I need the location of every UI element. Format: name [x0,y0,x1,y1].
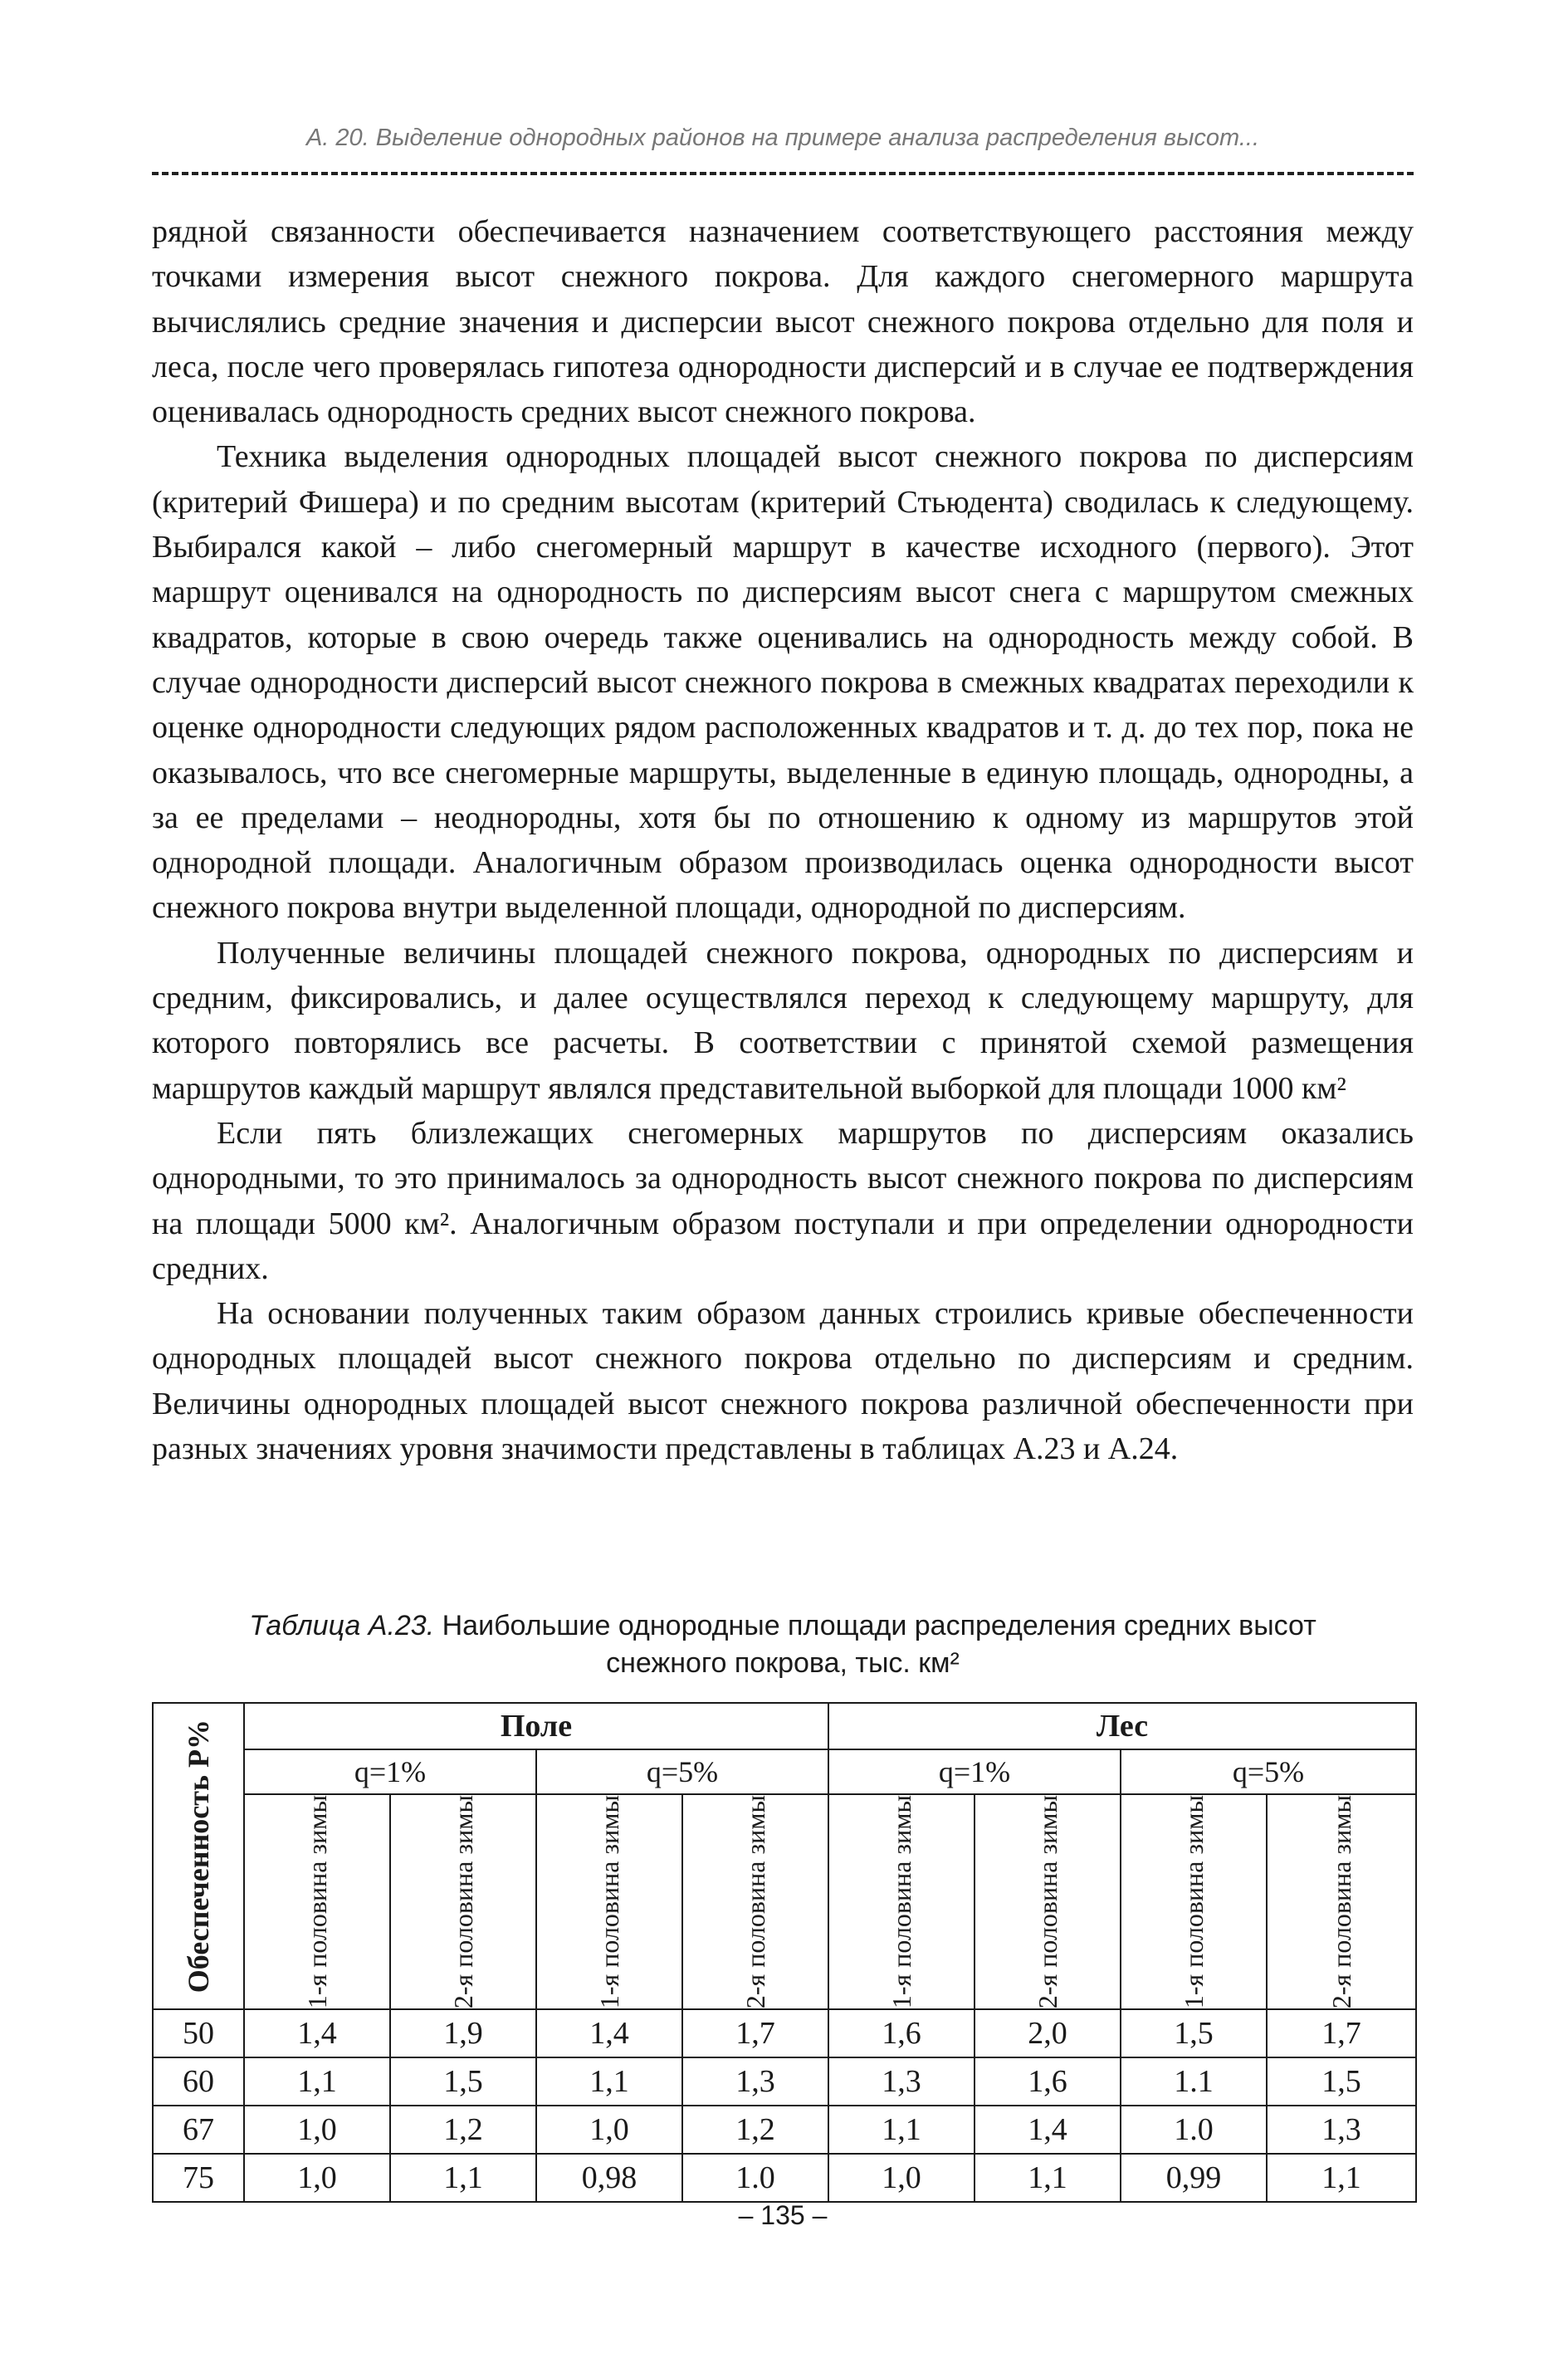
value-cell: 1,6 [828,2009,975,2057]
sub-header-label: 1-я половина зимы [594,1795,624,2009]
group-header-field: Поле [244,1703,828,1749]
value-cell: 1,5 [1267,2057,1416,2106]
value-cell: 1,6 [975,2057,1121,2106]
table-caption-line1: Наибольшие однородные площади распределения средних высот [442,1610,1316,1641]
paragraph: На основании полученных таким образом данных строились кривые обеспеченности однородных площадей высот снежного покрова отдельно по дисперсиям и средним. Величины однородных площадей высот снежного покрова различной обеспеченности при разных значениях уровня значимости представлены в таблицах А.23 и А.24. [152,1296,1414,1467]
value-cell: 2,0 [975,2009,1121,2057]
value-cell: 1,3 [682,2057,828,2106]
value-cell: 1,0 [828,2154,975,2202]
paragraph: Техника выделения однородных площадей высот снежного покрова по дисперсиям (критерий Фишера) и по средним высотам (критерий Стьюдента) сводилась к следующему. Выбирался какой – либо снегомерный маршрут в качестве исходного (первого). Этот маршрут оценивался на однородность по дисперсиям высот снега с маршрутом смежных квадратов, которые в свою очередь также оценивались на однородность между собой. В случае однородности дисперсий высот снежного покрова в смежных квадратах переходили к оценке однородности следующих рядом расположенных квадратов и т. д. до тех пор, пока не оказывалось, что все снегомерные маршруты, выделенные в единую площадь, однородны, а за ее пределами – неоднородны, хотя бы по отношению к одному из маршрутов этой однородной площади. Аналогичным образом производилась оценка однородности высот снежного покрова внутри выделенной площади, однородной по дисперсиям. [152,439,1414,926]
sub-header-cell [1267,1794,1416,2009]
p-cell: 75 [153,2154,244,2202]
paragraph: Если пять близлежащих снегомерных маршрутов по дисперсиям оказались однородными, то это принималось за однородность высот снежного покрова по дисперсиям на площади 5000 км². Аналогичным образом поступали и при определении однородности средних. [152,1115,1414,1286]
value-cell: 1.1 [1121,2057,1267,2106]
p-cell: 67 [153,2106,244,2154]
value-cell: 1,1 [1267,2154,1416,2202]
value-cell: 1,3 [828,2057,975,2106]
table-row [153,2057,1416,2106]
sub-header-label: 2-я половина зимы [1033,1795,1062,2009]
sub-header-label: 1-я половина зимы [887,1795,916,2009]
page-number: – 135 – [738,2200,828,2230]
table-row [153,2009,1416,2057]
value-cell: 1,3 [1267,2106,1416,2154]
p-cell: 60 [153,2057,244,2106]
header-rule [152,172,1414,175]
sub-header-cell [390,1794,536,2009]
value-cell: 1,7 [682,2009,828,2057]
running-header: А. 20. Выделение однородных районов на примере анализа распределения высот... [305,125,1260,151]
value-cell: 1,4 [536,2009,682,2057]
body-text [152,209,1414,1471]
value-cell: 1,4 [975,2106,1121,2154]
table-caption [152,1607,1414,1682]
row-header-cell [153,1703,244,2009]
paragraph: Полученные величины площадей снежного покрова, однородных по дисперсиям и средним, фиксировались, и далее осуществлялся переход к следующему маршруту, для которого повторялись все расчеты. В соответствии с принятой схемой размещения маршрутов каждый маршрут являлся представительной выборкой для площади 1000 км² [152,935,1414,1106]
value-cell: 1,9 [390,2009,536,2057]
sub-header-label: 2-я половина зимы [740,1795,770,2009]
sub-header-cell [682,1794,828,2009]
q-header: q=1% [828,1749,1121,1794]
sub-header-cell [1121,1794,1267,2009]
value-cell: 1,4 [244,2009,390,2057]
value-cell: 1.0 [1121,2106,1267,2154]
value-cell: 1,5 [390,2057,536,2106]
value-cell: 1,1 [536,2057,682,2106]
value-cell: 1,1 [390,2154,536,2202]
sub-header-label: 1-я половина зимы [1179,1795,1209,2009]
data-table [152,1702,1417,2203]
value-cell: 1,1 [244,2057,390,2106]
sub-header-label: 2-я половина зимы [448,1795,478,2009]
q-header: q=1% [244,1749,536,1794]
group-header-forest: Лес [828,1703,1416,1749]
sub-header-label: 1-я половина зимы [302,1795,332,2009]
value-cell: 1,5 [1121,2009,1267,2057]
q-header: q=5% [1121,1749,1416,1794]
value-cell: 1.0 [682,2154,828,2202]
value-cell: 1,2 [682,2106,828,2154]
table-caption-line2: снежного покрова, тыс. км² [606,1647,960,1679]
sub-header-label: 2-я половина зимы [1326,1795,1356,2009]
sub-header-cell [244,1794,390,2009]
row-header-label: Обеспеченность Р% [182,1719,215,1993]
value-cell: 1,7 [1267,2009,1416,2057]
value-cell: 0,98 [536,2154,682,2202]
value-cell: 1,0 [536,2106,682,2154]
value-cell: 1,0 [244,2154,390,2202]
sub-header-cell [828,1794,975,2009]
table-caption-label: Таблица А.23. [249,1610,435,1641]
table-row [153,2154,1416,2202]
sub-header-cell [536,1794,682,2009]
q-header: q=5% [536,1749,828,1794]
table-row [153,2106,1416,2154]
value-cell: 1,2 [390,2106,536,2154]
paragraph: рядной связанности обеспечивается назначением соответствующего расстояния между точками измерения высот снежного покрова. Для каждого снегомерного маршрута вычислялись средние значения и дисперсии высот снежного покрова отдельно для поля и леса, после чего проверялась гипотеза однородности дисперсий и в случае ее подтверждения оценивалась однородность средних высот снежного покрова. [152,214,1414,430]
p-cell: 50 [153,2009,244,2057]
value-cell: 1,1 [975,2154,1121,2202]
sub-header-cell [975,1794,1121,2009]
value-cell: 1,0 [244,2106,390,2154]
value-cell: 0,99 [1121,2154,1267,2202]
value-cell: 1,1 [828,2106,975,2154]
